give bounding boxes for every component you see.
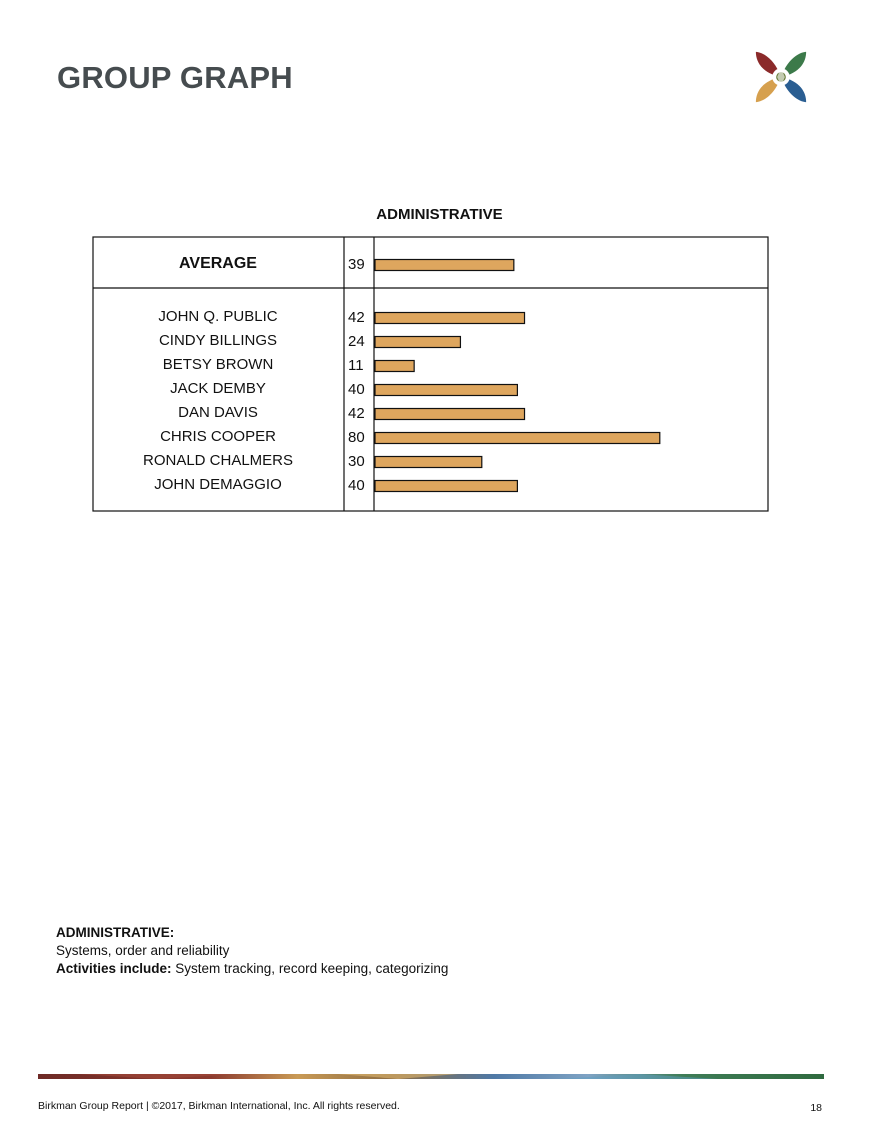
value-label: 42	[348, 405, 365, 422]
bar	[375, 433, 660, 444]
activities-text: System tracking, record keeping, categorizing	[171, 961, 449, 976]
bar	[375, 457, 482, 468]
value-label: 11	[348, 357, 364, 374]
bar	[375, 409, 525, 420]
value-label: 30	[348, 453, 365, 470]
value-label: 40	[348, 381, 365, 398]
chart-frame	[93, 237, 768, 511]
birkman-logo-icon	[752, 48, 810, 106]
average-value-label: 39	[348, 256, 365, 273]
notes-heading: ADMINISTRATIVE:	[56, 925, 175, 940]
footer-color-band	[38, 1073, 824, 1081]
activities-label: Activities include:	[56, 961, 172, 976]
bar	[375, 385, 517, 396]
value-label: 40	[348, 477, 365, 494]
bar	[375, 313, 525, 324]
notes-activities	[56, 960, 448, 978]
page-number: 18	[810, 1102, 822, 1114]
category-label: JACK DEMBY	[170, 380, 266, 397]
average-bar	[375, 260, 514, 271]
value-label: 42	[348, 309, 365, 326]
bar	[375, 337, 460, 348]
bar	[375, 361, 414, 372]
category-label: DAN DAVIS	[178, 404, 258, 421]
category-label: BETSY BROWN	[162, 356, 274, 373]
notes-section	[56, 924, 448, 978]
value-label: 24	[348, 333, 365, 350]
notes-description: Systems, order and reliability	[56, 943, 230, 958]
category-label: CHRIS COOPER	[160, 428, 276, 445]
category-label: JOHN DEMAGGIO	[154, 476, 282, 493]
average-label: AVERAGE	[179, 255, 257, 272]
bar	[375, 481, 517, 492]
value-label: 80	[348, 429, 365, 446]
category-label: RONALD CHALMERS	[142, 452, 294, 469]
page-title: GROUP GRAPH	[57, 60, 293, 95]
chart-title: ADMINISTRATIVE	[376, 206, 503, 223]
administrative-bar-chart	[92, 236, 769, 514]
footer-copyright: Birkman Group Report | ©2017, Birkman International, Inc. All rights reserved.	[38, 1100, 400, 1112]
category-label: CINDY BILLINGS	[158, 332, 278, 349]
category-label: JOHN Q. PUBLIC	[158, 308, 278, 325]
